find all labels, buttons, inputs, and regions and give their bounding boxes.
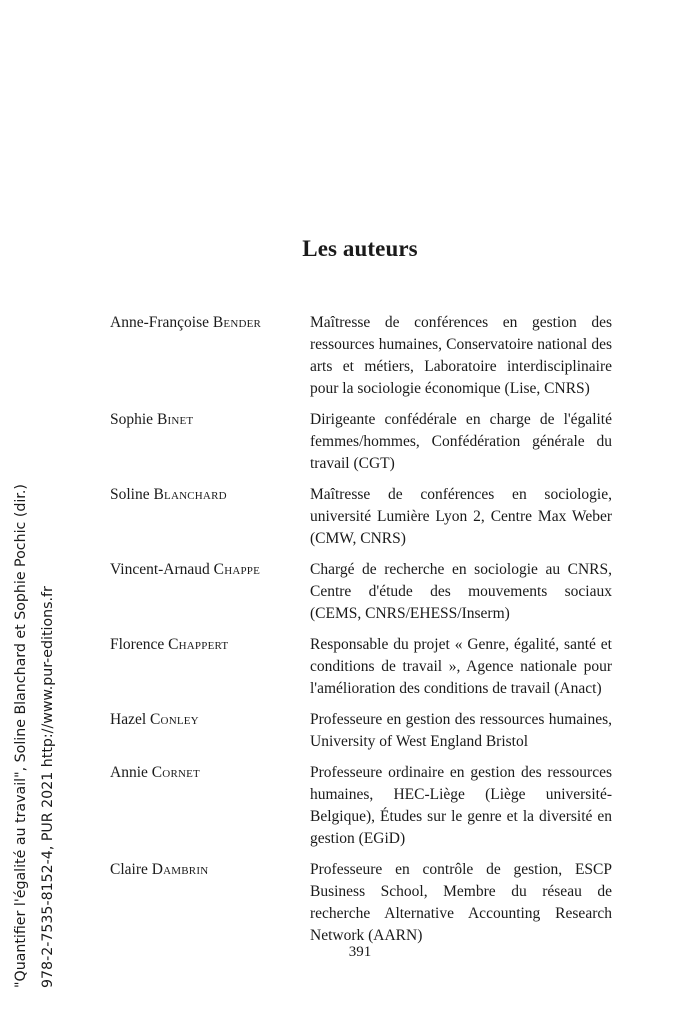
author-first-name: Claire — [110, 861, 148, 878]
author-first-name: Vincent-Arnaud — [110, 561, 210, 578]
author-first-name: Hazel — [110, 711, 147, 728]
author-last-name: Conley — [150, 711, 199, 728]
author-entry — [110, 859, 612, 947]
author-entry — [110, 312, 612, 400]
author-first-name: Sophie — [110, 411, 154, 428]
copyright-side-note — [8, 458, 72, 988]
author-first-name: Soline — [110, 486, 150, 503]
author-affiliation: Maîtresse de conférences en sociologie, université Lumière Lyon 2, Centre Max Weber (CMW, CNRS) — [310, 486, 612, 547]
author-affiliation: Chargé de recherche en sociologie au CNRS, Centre d'étude des mouvements sociaux (CEMS, CNRS/EHESS/Inserm) — [310, 561, 612, 622]
author-name — [110, 409, 310, 475]
side-note-line-2: 978-2-7535-8152-4, PUR 2021 http://www.pur-editions.fr — [40, 586, 56, 988]
author-entry — [110, 762, 612, 850]
author-first-name: Florence — [110, 636, 165, 653]
author-last-name: Chappert — [168, 636, 229, 653]
author-name — [110, 859, 310, 947]
author-last-name: Cornet — [151, 764, 200, 781]
authors-list — [110, 312, 612, 956]
author-last-name: Binet — [156, 411, 194, 428]
author-name — [110, 634, 310, 700]
author-name — [110, 312, 310, 400]
author-affiliation: Professeure en contrôle de gestion, ESCP Business School, Membre du réseau de recherche Alternative Accounting Research Network (AARN) — [310, 861, 612, 944]
author-entry — [110, 484, 612, 550]
author-entry — [110, 709, 612, 753]
author-affiliation: Responsable du projet « Genre, égalité, santé et conditions de travail », Agence nationale pour l'amélioration des conditions de travail (Anact) — [310, 636, 612, 697]
author-last-name: Bender — [212, 314, 262, 331]
author-entry — [110, 634, 612, 700]
author-affiliation: Professeure ordinaire en gestion des ressources humaines, HEC-Liège (Liège université-Belgique), Études sur le genre et la diversité en gestion (EGiD) — [310, 764, 612, 847]
author-name — [110, 709, 310, 753]
author-affiliation: Maîtresse de conférences en gestion des ressources humaines, Conservatoire national des arts et métiers, Laboratoire interdisciplinaire pour la sociologie économique (Lise, CNRS) — [310, 314, 612, 397]
author-last-name: Chappe — [213, 561, 261, 578]
author-last-name: Dambrin — [151, 861, 209, 878]
author-last-name: Blanchard — [153, 486, 227, 503]
author-name — [110, 762, 310, 850]
author-affiliation: Professeure en gestion des ressources humaines, University of West England Bristol — [310, 711, 612, 750]
author-name — [110, 484, 310, 550]
author-entry — [110, 559, 612, 625]
page-number: 391 — [348, 944, 372, 960]
author-first-name: Annie — [110, 764, 148, 781]
side-note-line-1: "Quantifier l'égalité au travail", Soline Blanchard et Sophie Pochic (dir.) — [13, 484, 29, 988]
page-title: Les auteurs — [302, 236, 418, 261]
author-entry — [110, 409, 612, 475]
author-affiliation: Dirigeante confédérale en charge de l'égalité femmes/hommes, Confédération générale du travail (CGT) — [310, 411, 612, 472]
author-first-name: Anne-Françoise — [110, 314, 209, 331]
author-name — [110, 559, 310, 625]
